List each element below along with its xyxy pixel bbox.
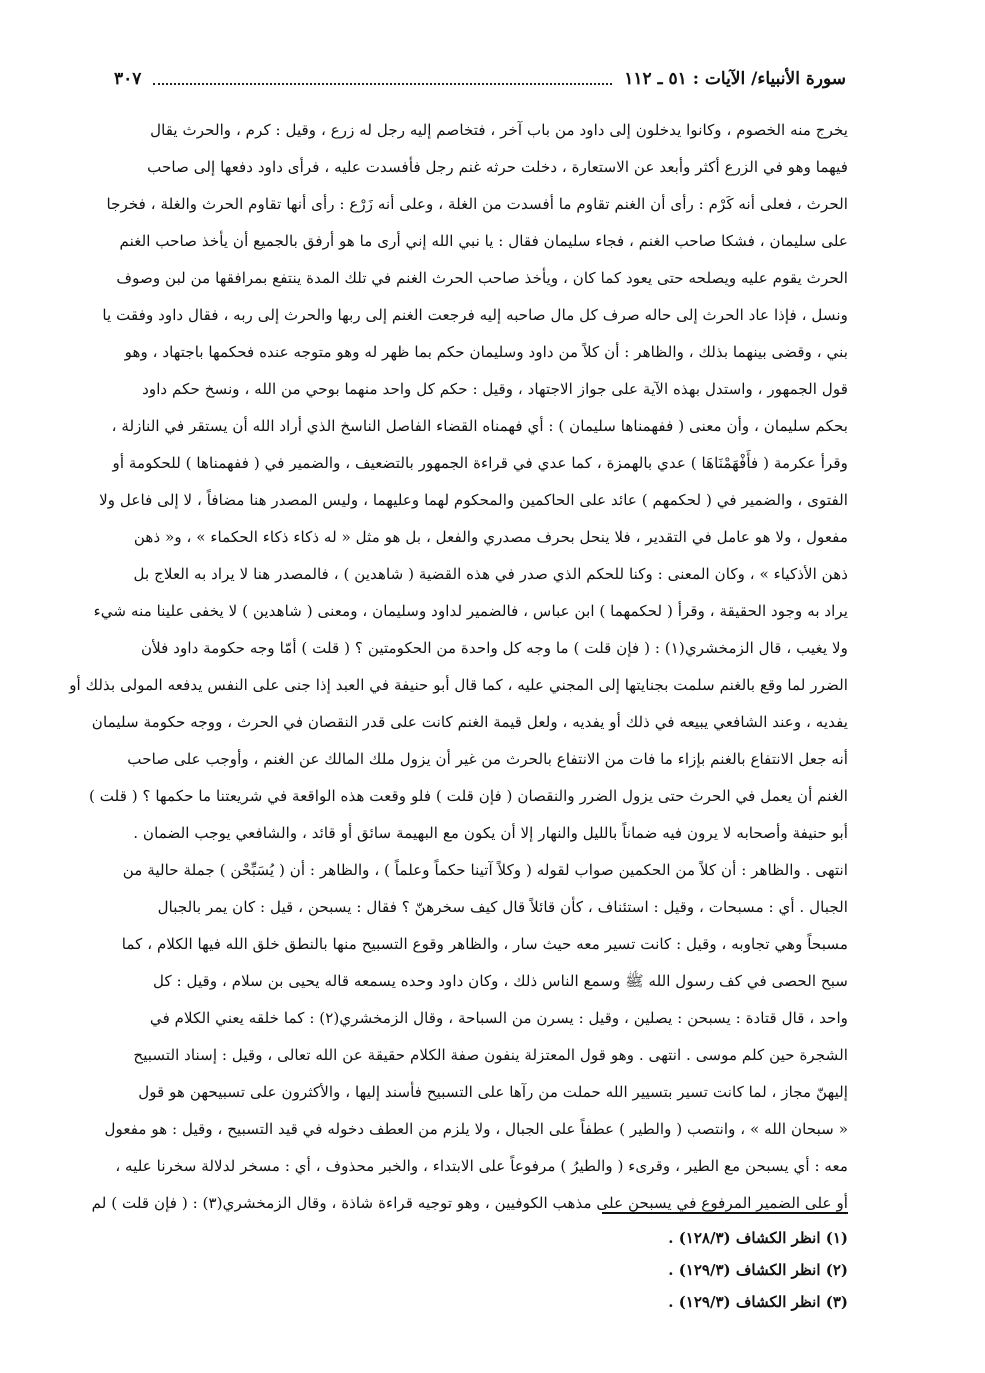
text-line: معه : أي يسبحن مع الطير ، وقرىء ( والطيرُ ) مرفوعاً على الابتداء ، والخبر محذوف ، أي : مسخر لدلالة سخرنا عليه ، bbox=[115, 1157, 848, 1175]
footnote-item: (٣) انظر الكشاف (١٢٩/٣) . bbox=[668, 1293, 848, 1311]
running-title: سورة الأنبياء/ الآيات : ٥١ ـ ١١٢ bbox=[624, 69, 846, 89]
text-line: الفتوى ، والضمير في ( لحكمهم ) عائد على الحاكمين والمحكوم لهما وعليهما ، وليس المصدر هنا مضافاً ، لا إلى فاعل ولا bbox=[99, 491, 848, 509]
footnote-item: (٢) انظر الكشاف (١٢٩/٣) . bbox=[668, 1261, 848, 1279]
text-line: واحد ، قال قتادة : يسبحن : يصلين ، وقيل : يسرن من السباحة ، وقال الزمخشري(٢) : كما خلقه يعني الكلام في bbox=[149, 1009, 848, 1027]
page-number: ٣٠٧ bbox=[114, 69, 142, 89]
text-line: ونسل ، فإذا عاد الحرث إلى حاله صرف كل مال صاحبه إليه فرجعت الغنم إلى ربها والحرث إلى ربه ، فقال داود وفقت يا bbox=[102, 306, 848, 324]
text-line: بحكم سليمان ، وأن معنى ( ففهمناها سليمان ) : أي فهمناه القضاء الفاصل الناسخ الذي أراد الله أن يستقر في النازلة ، bbox=[111, 417, 848, 435]
footnote-item: (١) انظر الكشاف (١٢٨/٣) . bbox=[668, 1229, 848, 1247]
text-line: إليهنّ مجاز ، لما كانت تسير بتسيير الله حملت من رآها على التسبيح فأسند إليها ، والأكثرون على تسبيحهن هو قول bbox=[138, 1083, 848, 1101]
text-line: الغنم أن يعمل في الحرث حتى يزول الضرر والنقصان ( فإن قلت ) فلو وقعت هذه الواقعة في شريعتنا ما حكمها ؟ ( قلت ) bbox=[89, 787, 848, 805]
text-line: الضرر لما وقع بالغنم سلمت بجنايتها إلى المجني عليه ، كما قال أبو حنيفة في العبد إذا جنى على النفس يدفعه المولى بذلك أو bbox=[69, 676, 848, 694]
text-line: يفديه ، وعند الشافعي يبيعه في ذلك أو يفديه ، ولعل قيمة الغنم كانت على قدر النقصان في الحرث ، ووجه حكومة سليمان bbox=[91, 713, 848, 731]
text-line: مفعول ، ولا هو عامل في التقدير ، فلا ينحل بحرف مصدري والفعل ، بل هو مثل « له ذكاء ذكاء الحكماء » ، و« ذهن bbox=[133, 528, 848, 546]
text-line: أو على الضمير المرفوع في يسبحن على مذهب الكوفيين ، وهو توجيه قراءة شاذة ، وقال الزمخشري(٣) : ( فإن قلت ) لم bbox=[91, 1194, 848, 1212]
header-dot-leader bbox=[153, 73, 612, 85]
text-line: ولا يغيب ، قال الزمخشري(١) : ( فإن قلت ) ما وجه كل واحدة من الحكومتين ؟ ( قلت ) أمّا وجه حكومة داود فلأن bbox=[140, 639, 848, 657]
text-line: بني ، وقضى بينهما بذلك ، والظاهر : أن كلاً من داود وسليمان حكم بما ظهر له وهو متوجه عنده فحكمها باجتهاد ، وهو bbox=[124, 343, 848, 361]
text-line: انتهى . والظاهر : أن كلاً من الحكمين صواب لقوله ( وكلاً آتينا حكماً وعلماً ) ، والظاهر : أن ( يُسَبِّحْن ) جملة حالية من bbox=[122, 861, 848, 879]
text-line: فيهما وهو في الزرع أكثر وأبعد عن الاستعارة ، دخلت حرثه غنم رجل فأفسدت عليه ، فرأى داود دفعها إلى صاحب bbox=[147, 158, 848, 176]
text-line: الجبال . أي : مسبحات ، وقيل : استئناف ، كأن قائلاً قال كيف سخرهنّ ؟ فقال : يسبحن ، قيل : كان يمر بالجبال bbox=[157, 898, 848, 916]
running-header bbox=[114, 62, 846, 96]
text-line: يخرج منه الخصوم ، وكانوا يدخلون إلى داود من باب آخر ، فتخاصم إليه رجل له زرع ، وقيل : كرم ، والحرث يقال bbox=[150, 121, 848, 139]
text-line: قول الجمهور ، واستدل بهذه الآية على جواز الاجتهاد ، وقيل : حكم كل واحد منهما بوحي من الله ، ونسخ حكم داود bbox=[142, 380, 848, 398]
text-line: ذهن الأذكياء » ، وكان المعنى : وكنا للحكم الذي صدر في هذه القضية ( شاهدين ) ، فالمصدر هنا لا يراد به العلاج بل bbox=[133, 565, 848, 583]
footnotes-block bbox=[500, 1222, 848, 1318]
text-line: يراد به وجود الحقيقة ، وقرأ ( لحكمهما ) ابن عباس ، فالضمير لداود وسليمان ، ومعنى ( شاهدين ) لا يخفى علينا منه شيء bbox=[93, 602, 848, 620]
text-line: أنه جعل الانتفاع بالغنم بإزاء ما فات من الانتفاع بالحرث من غير أن يزول ملك المالك عن الغنم ، وأوجب على صاحب bbox=[127, 750, 848, 768]
text-line: وقرأ عكرمة ( فأَفْهَمْنَاهَا ) عدي بالهمزة ، كما عدي في قراءة الجمهور بالتضعيف ، والضمير في ( ففهمناها ) للحكومة أو bbox=[112, 454, 848, 472]
main-text-block bbox=[69, 112, 848, 1222]
text-line: « سبحان الله » ، وانتصب ( والطير ) عطفاً على الجبال ، ولا يلزم من العطف دخوله في قيد التسبيح ، وقيل : هو مفعول bbox=[104, 1120, 848, 1138]
text-line: على سليمان ، فشكا صاحب الغنم ، فجاء سليمان فقال : يا نبي الله إني أرى ما هو أرفق بالجميع أن يأخذ صاحب الغنم bbox=[119, 232, 848, 250]
text-line: سبح الحصى في كف رسول الله ﷺ وسمع الناس ذلك ، وكان داود وحده يسمعه قاله يحيى بن سلام ، وقيل : كل bbox=[152, 972, 848, 990]
text-line: مسبحاً وهي تجاوبه ، وقيل : كانت تسير معه حيث سار ، والظاهر وقوع التسبيح منها بالنطق خلق الله فيها الكلام ، كما bbox=[121, 935, 848, 953]
text-line: الشجرة حين كلم موسى . انتهى . وهو قول المعتزلة ينفون صفة الكلام حقيقة عن الله تعالى ، وقيل : إسناد التسبيح bbox=[133, 1046, 848, 1064]
text-line: الحرث يقوم عليه ويصلحه حتى يعود كما كان ، ويأخذ صاحب الحرث الغنم في تلك المدة ينتفع بمرافقها من لبن وصوف bbox=[116, 269, 848, 287]
text-line: الحرث ، فعلى أنه كَرْم : رأى أن الغنم تقاوم ما أفسدت من الغلة ، وعلى أنه زَرْع : رأى أنها تقاوم الحرث والغلة ، فخرجا bbox=[106, 195, 848, 213]
footnote-divider bbox=[602, 1212, 848, 1214]
text-line: أبو حنيفة وأصحابه لا يرون فيه ضماناً بالليل والنهار إلا أن يكون مع البهيمة سائق أو قائد ، والشافعي يوجب الضمان . bbox=[133, 824, 848, 842]
